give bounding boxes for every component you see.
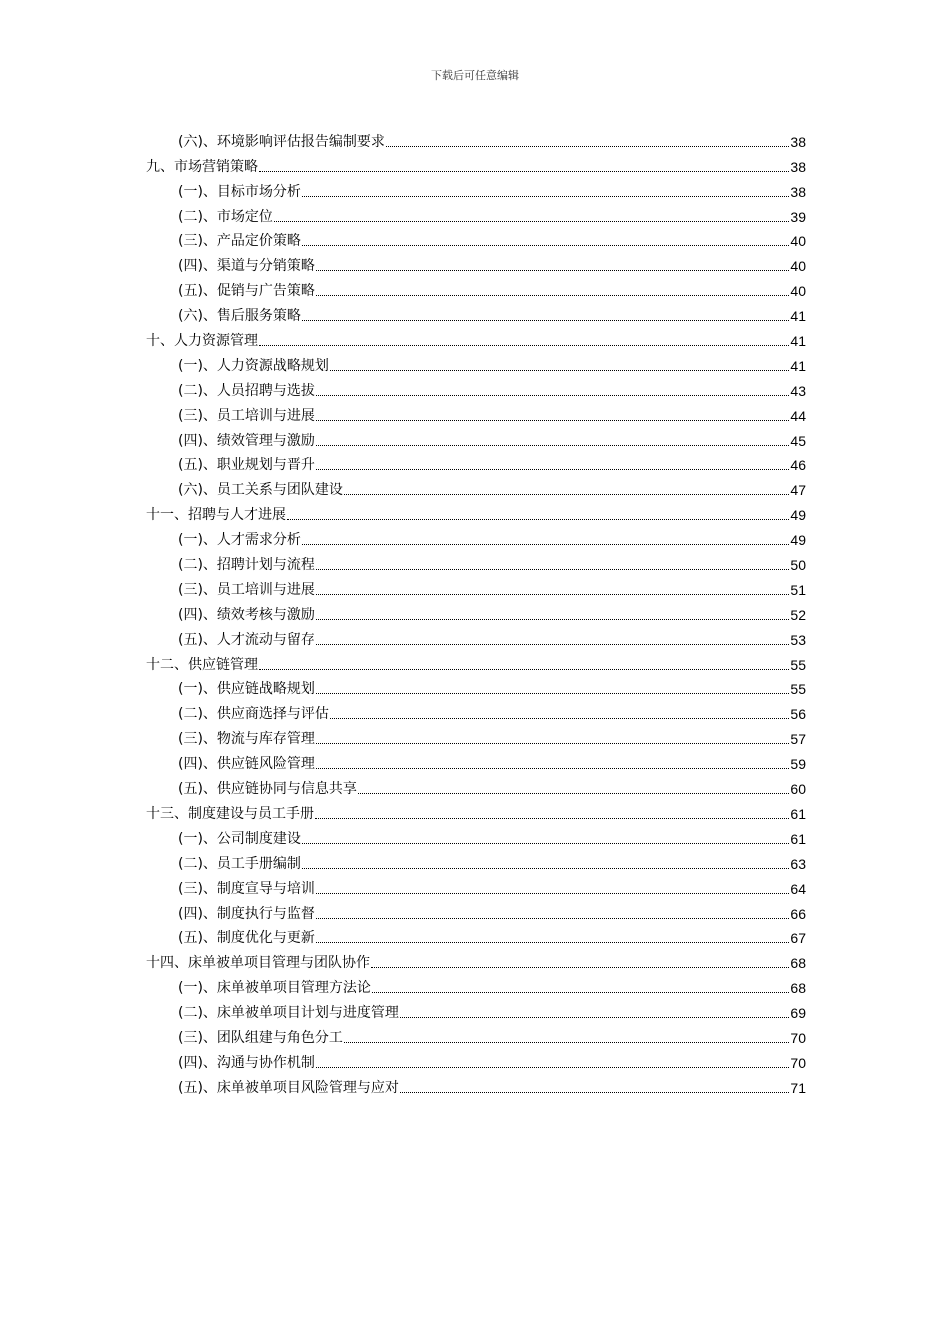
toc-dot-leader: [316, 892, 789, 894]
toc-dot-leader: [316, 444, 789, 446]
toc-dot-leader: [274, 220, 789, 222]
toc-dot-leader: [259, 344, 789, 346]
toc-entry-page-number: 51: [790, 581, 806, 598]
toc-dot-leader: [316, 419, 789, 421]
toc-entry-page-number: 70: [790, 1054, 806, 1071]
toc-chapter-entry[interactable]: [146, 649, 806, 674]
table-of-contents: [146, 126, 806, 1097]
toc-entry-page-number: 60: [790, 781, 806, 798]
toc-section-entry[interactable]: [146, 450, 806, 475]
toc-dot-leader: [372, 991, 789, 993]
toc-entry-title: (一)、供应链战略规划: [178, 681, 315, 698]
toc-entry-page-number: 41: [790, 333, 806, 350]
toc-dot-leader: [315, 817, 789, 819]
toc-section-entry[interactable]: [146, 898, 806, 923]
toc-entry-page-number: 39: [790, 208, 806, 225]
toc-section-entry[interactable]: [146, 748, 806, 773]
toc-entry-title: (二)、招聘计划与流程: [178, 557, 315, 574]
toc-entry-title: (六)、售后服务策略: [178, 308, 301, 325]
toc-dot-leader: [316, 742, 789, 744]
toc-dot-leader: [371, 966, 789, 968]
toc-entry-page-number: 52: [790, 606, 806, 623]
toc-entry-title: (四)、沟通与协作机制: [178, 1054, 315, 1071]
toc-entry-title: (二)、人员招聘与选拔: [178, 382, 315, 399]
toc-entry-title: 十一、招聘与人才进展: [146, 507, 286, 524]
toc-entry-page-number: 55: [790, 656, 806, 673]
toc-section-entry[interactable]: [146, 275, 806, 300]
toc-entry-page-number: 40: [790, 283, 806, 300]
toc-dot-leader: [316, 643, 789, 645]
toc-dot-leader: [259, 170, 789, 172]
toc-section-entry[interactable]: [146, 549, 806, 574]
toc-dot-leader: [344, 1041, 789, 1043]
toc-entry-title: 十二、供应链管理: [146, 656, 258, 673]
toc-entry-title: (三)、团队组建与角色分工: [178, 1029, 343, 1046]
toc-entry-title: (一)、人才需求分析: [178, 532, 301, 549]
toc-section-entry[interactable]: [146, 201, 806, 226]
toc-section-entry[interactable]: [146, 997, 806, 1022]
toc-section-entry[interactable]: [146, 350, 806, 375]
toc-entry-title: (六)、环境影响评估报告编制要求: [178, 133, 385, 150]
toc-section-entry[interactable]: [146, 923, 806, 948]
toc-dot-leader: [330, 717, 789, 719]
toc-entry-page-number: 38: [790, 183, 806, 200]
toc-entry-title: (二)、员工手册编制: [178, 855, 301, 872]
toc-entry-title: (二)、市场定位: [178, 208, 273, 225]
toc-entry-title: 十三、制度建设与员工手册: [146, 805, 314, 822]
toc-dot-leader: [302, 319, 789, 321]
page-header: 下载后可任意编辑: [431, 69, 519, 82]
toc-entry-page-number: 68: [790, 980, 806, 997]
toc-entry-page-number: 67: [790, 930, 806, 947]
toc-entry-title: (三)、制度宣导与培训: [178, 880, 315, 897]
toc-chapter-entry[interactable]: [146, 947, 806, 972]
toc-dot-leader: [302, 842, 789, 844]
toc-section-entry[interactable]: [146, 599, 806, 624]
toc-entry-title: (五)、床单被单项目风险管理与应对: [178, 1079, 399, 1096]
toc-entry-page-number: 38: [790, 158, 806, 175]
toc-dot-leader: [316, 941, 789, 943]
toc-section-entry[interactable]: [146, 250, 806, 275]
toc-section-entry[interactable]: [146, 624, 806, 649]
toc-entry-page-number: 61: [790, 805, 806, 822]
toc-section-entry[interactable]: [146, 698, 806, 723]
toc-entry-title: (四)、绩效考核与激励: [178, 606, 315, 623]
toc-entry-page-number: 71: [790, 1079, 806, 1096]
toc-section-entry[interactable]: [146, 972, 806, 997]
toc-dot-leader: [316, 468, 789, 470]
toc-entry-title: (四)、制度执行与监督: [178, 905, 315, 922]
toc-entry-title: (三)、员工培训与进展: [178, 581, 315, 598]
toc-entry-page-number: 53: [790, 631, 806, 648]
toc-dot-leader: [302, 244, 789, 246]
toc-entry-title: 九、市场营销策略: [146, 158, 258, 175]
toc-section-entry[interactable]: [146, 474, 806, 499]
toc-entry-page-number: 49: [790, 532, 806, 549]
toc-entry-title: (六)、员工关系与团队建设: [178, 482, 343, 499]
toc-entry-page-number: 41: [790, 357, 806, 374]
toc-dot-leader: [302, 195, 789, 197]
toc-entry-page-number: 40: [790, 258, 806, 275]
toc-section-entry[interactable]: [146, 425, 806, 450]
toc-entry-page-number: 57: [790, 731, 806, 748]
toc-dot-leader: [344, 493, 789, 495]
toc-entry-title: (四)、绩效管理与激励: [178, 432, 315, 449]
toc-entry-page-number: 70: [790, 1029, 806, 1046]
toc-entry-page-number: 41: [790, 308, 806, 325]
toc-section-entry[interactable]: [146, 375, 806, 400]
toc-dot-leader: [302, 867, 789, 869]
toc-entry-title: (五)、制度优化与更新: [178, 930, 315, 947]
toc-entry-page-number: 55: [790, 681, 806, 698]
toc-dot-leader: [330, 369, 789, 371]
toc-entry-page-number: 63: [790, 855, 806, 872]
toc-chapter-entry[interactable]: [146, 325, 806, 350]
toc-entry-page-number: 47: [790, 482, 806, 499]
toc-dot-leader: [358, 792, 789, 794]
toc-entry-page-number: 45: [790, 432, 806, 449]
toc-section-entry[interactable]: [146, 848, 806, 873]
toc-chapter-entry[interactable]: [146, 151, 806, 176]
toc-section-entry[interactable]: [146, 723, 806, 748]
toc-dot-leader: [316, 692, 789, 694]
toc-entry-page-number: 50: [790, 557, 806, 574]
toc-entry-page-number: 38: [790, 133, 806, 150]
toc-dot-leader: [316, 618, 789, 620]
toc-section-entry[interactable]: [146, 524, 806, 549]
toc-dot-leader: [316, 917, 789, 919]
toc-entry-title: (三)、员工培训与进展: [178, 407, 315, 424]
toc-entry-title: (三)、物流与库存管理: [178, 731, 315, 748]
toc-dot-leader: [316, 269, 789, 271]
toc-entry-title: (二)、床单被单项目计划与进度管理: [178, 1005, 399, 1022]
toc-section-entry[interactable]: [146, 400, 806, 425]
toc-entry-title: 十四、床单被单项目管理与团队协作: [146, 955, 370, 972]
toc-entry-title: 十、人力资源管理: [146, 333, 258, 350]
toc-entry-page-number: 59: [790, 756, 806, 773]
toc-entry-page-number: 40: [790, 233, 806, 250]
toc-section-entry[interactable]: [146, 1047, 806, 1072]
toc-entry-page-number: 44: [790, 407, 806, 424]
toc-section-entry[interactable]: [146, 1022, 806, 1047]
toc-dot-leader: [386, 145, 789, 147]
toc-entry-page-number: 61: [790, 830, 806, 847]
toc-entry-title: (一)、公司制度建设: [178, 830, 301, 847]
toc-section-entry[interactable]: [146, 823, 806, 848]
toc-dot-leader: [316, 568, 789, 570]
toc-entry-title: (一)、目标市场分析: [178, 183, 301, 200]
toc-dot-leader: [316, 394, 789, 396]
toc-entry-page-number: 56: [790, 706, 806, 723]
toc-section-entry[interactable]: [146, 300, 806, 325]
toc-dot-leader: [400, 1016, 789, 1018]
toc-chapter-entry[interactable]: [146, 499, 806, 524]
toc-entry-page-number: 49: [790, 507, 806, 524]
toc-entry-page-number: 64: [790, 880, 806, 897]
toc-entry-title: (五)、职业规划与晋升: [178, 457, 315, 474]
toc-entry-page-number: 69: [790, 1005, 806, 1022]
toc-entry-page-number: 68: [790, 955, 806, 972]
toc-dot-leader: [316, 294, 789, 296]
toc-entry-title: (二)、供应商选择与评估: [178, 706, 329, 723]
toc-entry-title: (五)、人才流动与留存: [178, 631, 315, 648]
toc-entry-page-number: 43: [790, 382, 806, 399]
toc-dot-leader: [316, 767, 789, 769]
toc-entry-page-number: 46: [790, 457, 806, 474]
toc-section-entry[interactable]: [146, 773, 806, 798]
toc-section-entry[interactable]: [146, 1072, 806, 1097]
toc-dot-leader: [287, 518, 789, 520]
toc-entry-title: (五)、促销与广告策略: [178, 283, 315, 300]
toc-entry-title: (四)、渠道与分销策略: [178, 258, 315, 275]
toc-section-entry[interactable]: [146, 226, 806, 251]
toc-dot-leader: [259, 668, 789, 670]
toc-section-entry[interactable]: [146, 176, 806, 201]
toc-entry-title: (一)、床单被单项目管理方法论: [178, 980, 371, 997]
toc-entry-title: (五)、供应链协同与信息共享: [178, 781, 357, 798]
toc-section-entry[interactable]: [146, 574, 806, 599]
toc-dot-leader: [400, 1091, 789, 1093]
toc-entry-title: (一)、人力资源战略规划: [178, 357, 329, 374]
toc-section-entry[interactable]: [146, 126, 806, 151]
toc-entry-title: (四)、供应链风险管理: [178, 756, 315, 773]
toc-entry-title: (三)、产品定价策略: [178, 233, 301, 250]
toc-dot-leader: [316, 593, 789, 595]
toc-dot-leader: [302, 543, 789, 545]
toc-section-entry[interactable]: [146, 674, 806, 699]
toc-chapter-entry[interactable]: [146, 798, 806, 823]
toc-entry-page-number: 66: [790, 905, 806, 922]
toc-dot-leader: [316, 1066, 789, 1068]
toc-section-entry[interactable]: [146, 873, 806, 898]
